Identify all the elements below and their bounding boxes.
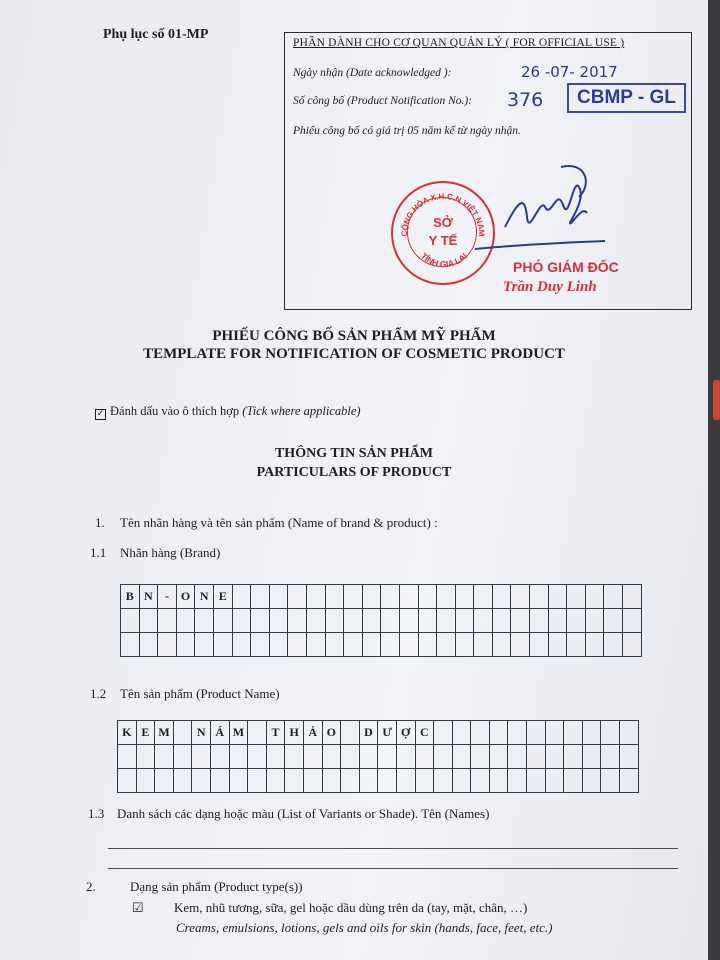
grid-cell (306, 633, 325, 657)
signer-name: Trần Duy Linh (503, 279, 597, 295)
grid-cell: N (195, 585, 214, 609)
grid-cell (248, 769, 267, 793)
grid-cell (471, 745, 490, 769)
grid-cell (155, 745, 174, 769)
grid-cell (474, 633, 493, 657)
grid-cell (248, 745, 267, 769)
grid-row (118, 769, 639, 793)
grid-cell (251, 609, 270, 633)
grid-cell (139, 633, 158, 657)
grid-cell (527, 769, 546, 793)
grid-cell (455, 633, 474, 657)
grid-cell (362, 585, 381, 609)
grid-cell (396, 769, 415, 793)
cbmp-stamp: CBMP - GL (567, 83, 686, 113)
grid-cell (399, 585, 418, 609)
item-1-2-number: 1.2 (90, 686, 107, 701)
grid-cell (288, 633, 307, 657)
grid-cell (585, 609, 604, 633)
item-2-label: Dạng sản phẩm (Product type(s)) (130, 879, 303, 894)
brand-letter-grid (120, 584, 642, 657)
grid-cell (306, 585, 325, 609)
grid-row (121, 633, 642, 657)
item-1-3-number: 1.3 (88, 806, 105, 821)
grid-cell (418, 585, 437, 609)
grid-cell (489, 721, 508, 745)
item-1-label: Tên nhãn hàng và tên sản phẩm (Name of brand & product) : (120, 515, 438, 530)
grid-row (118, 745, 639, 769)
grid-cell (176, 609, 195, 633)
grid-cell: D (359, 721, 378, 745)
grid-cell: O (322, 721, 341, 745)
grid-cell (303, 769, 322, 793)
grid-cell (455, 585, 474, 609)
grid-cell (158, 609, 177, 633)
grid-cell (195, 609, 214, 633)
signature-mark (465, 157, 615, 257)
grid-cell: E (213, 585, 232, 609)
grid-cell (620, 745, 639, 769)
item-2-number: 2. (86, 879, 96, 894)
grid-cell: Á (210, 721, 229, 745)
grid-cell (399, 609, 418, 633)
grid-cell (530, 585, 549, 609)
grid-cell: N (192, 721, 211, 745)
grid-cell (399, 633, 418, 657)
grid-cell (381, 633, 400, 657)
grid-cell (195, 633, 214, 657)
grid-cell (564, 721, 583, 745)
grid-cell (582, 769, 601, 793)
grid-cell (567, 633, 586, 657)
grid-cell: Ợ (396, 721, 415, 745)
grid-cell (623, 585, 642, 609)
grid-cell (585, 585, 604, 609)
grid-cell (455, 609, 474, 633)
grid-cell (620, 721, 639, 745)
grid-cell (155, 769, 174, 793)
grid-cell (620, 769, 639, 793)
validity-note: Phiếu công bố có giá trị 05 năm kể từ ngày nhận. (293, 125, 521, 137)
grid-cell (434, 721, 453, 745)
grid-cell: O (176, 585, 195, 609)
grid-cell (604, 609, 623, 633)
grid-cell (192, 745, 211, 769)
grid-row (121, 585, 642, 609)
item-1-3-label: Danh sách các dạng hoặc màu (List of Variants or Shade). Tên (Names) (117, 806, 490, 821)
date-acknowledged-label: Ngày nhận (Date acknowledged ): (293, 67, 452, 79)
grid-cell (434, 769, 453, 793)
grid-cell (567, 609, 586, 633)
grid-cell (362, 609, 381, 633)
grid-cell (492, 633, 511, 657)
grid-cell: N (139, 585, 158, 609)
grid-cell (471, 721, 490, 745)
grid-cell (585, 633, 604, 657)
grid-cell (474, 585, 493, 609)
product-type-checkbox[interactable]: ☑ (132, 900, 144, 915)
grid-cell (508, 745, 527, 769)
tick-instruction-line (95, 404, 361, 420)
variants-answer-line-2 (108, 868, 678, 869)
grid-cell (601, 745, 620, 769)
grid-cell (251, 585, 270, 609)
section-title-en: PARTICULARS OF PRODUCT (256, 465, 452, 480)
grid-cell (248, 721, 267, 745)
grid-cell: Ả (303, 721, 322, 745)
grid-cell (530, 633, 549, 657)
grid-cell (269, 585, 288, 609)
grid-cell (232, 585, 251, 609)
grid-cell (511, 609, 530, 633)
product-type-label-vi: Kem, nhũ tương, sữa, gel hoặc dầu dùng trên da (tay, mặt, chân, …) (174, 900, 528, 915)
grid-cell (545, 769, 564, 793)
date-acknowledged-value: 26 -07- 2017 (521, 63, 618, 81)
grid-cell (437, 633, 456, 657)
grid-cell (285, 769, 304, 793)
grid-cell (173, 721, 192, 745)
signer-title: PHÓ GIÁM ĐỐC (513, 259, 619, 275)
grid-cell (136, 769, 155, 793)
grid-cell (341, 769, 360, 793)
grid-cell (362, 633, 381, 657)
grid-row (121, 609, 642, 633)
grid-cell (266, 769, 285, 793)
seal-center-line-1: SỞ (433, 215, 453, 230)
grid-cell (359, 745, 378, 769)
grid-cell (344, 633, 363, 657)
grid-cell (567, 585, 586, 609)
grid-cell (601, 769, 620, 793)
grid-cell (325, 609, 344, 633)
grid-cell (415, 769, 434, 793)
grid-cell (623, 609, 642, 633)
grid-cell (381, 585, 400, 609)
grid-cell (232, 609, 251, 633)
grid-cell (378, 745, 397, 769)
grid-cell (548, 585, 567, 609)
grid-cell (118, 745, 137, 769)
grid-cell (437, 609, 456, 633)
official-use-header: PHẦN DÀNH CHO CƠ QUAN QUẢN LÝ ( FOR OFFICIAL USE ) (293, 37, 625, 49)
grid-cell: - (158, 585, 177, 609)
grid-cell (229, 745, 248, 769)
grid-cell (545, 745, 564, 769)
grid-row (118, 721, 639, 745)
item-1-1-label: Nhãn hàng (Brand) (120, 545, 221, 560)
grid-cell (213, 633, 232, 657)
grid-cell (452, 769, 471, 793)
grid-cell (415, 745, 434, 769)
grid-cell (548, 609, 567, 633)
grid-cell (303, 745, 322, 769)
grid-cell (437, 585, 456, 609)
seal-bottom-text: TỈNH GIA LAI (418, 250, 470, 270)
grid-cell (192, 769, 211, 793)
grid-cell (452, 721, 471, 745)
grid-cell: E (136, 721, 155, 745)
grid-cell (582, 721, 601, 745)
item-1-2-label: Tên sản phẩm (Product Name) (120, 686, 280, 701)
grid-cell (471, 769, 490, 793)
grid-cell: T (266, 721, 285, 745)
grid-cell: H (285, 721, 304, 745)
grid-cell: Ư (378, 721, 397, 745)
grid-cell (344, 609, 363, 633)
grid-cell: K (118, 721, 137, 745)
grid-cell (288, 585, 307, 609)
svg-text:TỈNH GIA LAI (419, 251, 469, 269)
grid-cell (564, 769, 583, 793)
grid-cell (511, 633, 530, 657)
grid-cell (489, 769, 508, 793)
grid-cell (582, 745, 601, 769)
notification-number-value: 376 (507, 89, 544, 111)
grid-cell (418, 609, 437, 633)
section-title-vi: THÔNG TIN SẢN PHẨM (274, 446, 434, 461)
grid-cell (325, 585, 344, 609)
grid-cell (121, 609, 140, 633)
seal-center-line-2: Y TẾ (428, 233, 458, 248)
grid-cell (381, 609, 400, 633)
grid-cell (623, 633, 642, 657)
grid-cell (418, 633, 437, 657)
grid-cell (548, 633, 567, 657)
tick-instruction-en: (Tick where applicable) (242, 404, 361, 418)
notification-number-label: Số công bố (Product Notification No.): (293, 95, 473, 107)
grid-cell: C (415, 721, 434, 745)
grid-cell (452, 745, 471, 769)
grid-cell (527, 745, 546, 769)
grid-cell (285, 745, 304, 769)
product-name-letter-grid (117, 720, 639, 793)
grid-cell (604, 633, 623, 657)
variants-answer-line-1 (108, 848, 678, 849)
grid-cell (378, 769, 397, 793)
grid-cell (269, 633, 288, 657)
grid-cell (121, 633, 140, 657)
grid-cell (604, 585, 623, 609)
grid-cell (210, 769, 229, 793)
form-title-en: TEMPLATE FOR NOTIFICATION OF COSMETIC PRODUCT (143, 346, 565, 362)
grid-cell (527, 721, 546, 745)
grid-cell (213, 609, 232, 633)
official-use-box (284, 32, 692, 310)
grid-cell (489, 745, 508, 769)
form-title-vi: PHIẾU CÔNG BỐ SẢN PHẨM MỸ PHẨM (212, 328, 496, 344)
grid-cell (139, 609, 158, 633)
grid-cell (136, 745, 155, 769)
grid-cell (325, 633, 344, 657)
grid-cell (508, 769, 527, 793)
grid-cell (511, 585, 530, 609)
appendix-number: Phụ lục số 01-MP (103, 27, 209, 42)
grid-cell (269, 609, 288, 633)
grid-cell (530, 609, 549, 633)
grid-cell (508, 721, 527, 745)
grid-cell (564, 745, 583, 769)
item-1-1-number: 1.1 (90, 545, 107, 560)
grid-cell (118, 769, 137, 793)
red-folder-edge (713, 380, 720, 420)
grid-cell (266, 745, 285, 769)
grid-cell (158, 633, 177, 657)
grid-cell: M (155, 721, 174, 745)
grid-cell: M (229, 721, 248, 745)
grid-cell (173, 745, 192, 769)
grid-cell (288, 609, 307, 633)
grid-cell (176, 633, 195, 657)
grid-cell (434, 745, 453, 769)
grid-cell (173, 769, 192, 793)
grid-cell (251, 633, 270, 657)
seal-top-text: CỘNG HÒA X.H.C.N VIỆT NAM (399, 191, 487, 237)
grid-cell (341, 721, 360, 745)
tick-instruction-vi: Đánh dấu vào ô thích hợp (110, 404, 240, 418)
checkbox-checked-icon: ✓ (96, 409, 105, 419)
grid-cell (344, 585, 363, 609)
grid-cell (545, 721, 564, 745)
grid-cell (492, 609, 511, 633)
grid-cell (322, 745, 341, 769)
grid-cell (210, 745, 229, 769)
grid-cell (341, 745, 360, 769)
grid-cell (396, 745, 415, 769)
grid-cell (492, 585, 511, 609)
grid-cell (601, 721, 620, 745)
grid-cell: B (121, 585, 140, 609)
grid-cell (229, 769, 248, 793)
grid-cell (306, 609, 325, 633)
grid-cell (232, 633, 251, 657)
item-1-number: 1. (95, 515, 105, 530)
grid-cell (359, 769, 378, 793)
grid-cell (474, 609, 493, 633)
grid-cell (322, 769, 341, 793)
product-type-label-en: Creams, emulsions, lotions, gels and oils for skin (hands, face, feet, etc.) (176, 920, 553, 935)
